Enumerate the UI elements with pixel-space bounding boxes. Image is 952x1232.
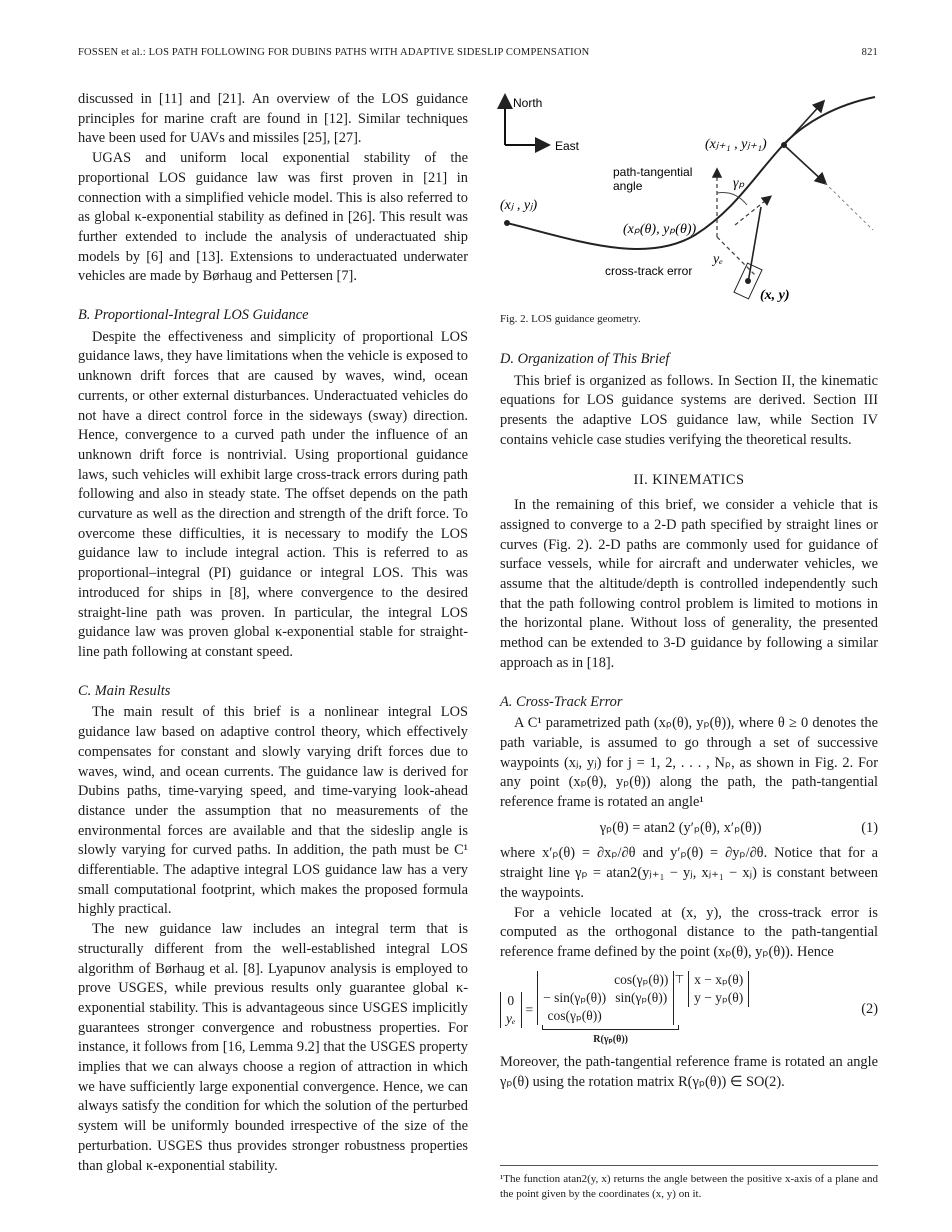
tangential-label: path-tangential: [613, 165, 693, 179]
east-label: East: [555, 139, 580, 153]
section-heading: B. Proportional-Integral LOS Guidance: [78, 307, 309, 324]
right-column: [500, 350, 878, 1093]
vehicle-position-label: (x, y): [760, 288, 790, 303]
angle-label: angle: [613, 179, 643, 193]
section-heading: C. Main Results: [78, 682, 171, 699]
running-header: [78, 47, 878, 58]
paragraph: discussed in [11] and [21]. An overview of the LOS guidance principles for marine craft are found in [12]. Similar techniques have been used for UAVs and missiles [25], [27].: [78, 91, 468, 147]
paragraph: UGAS and uniform local exponential stability of the proportional LOS guidance law was first proven in [21] in connection with a simplified vehicle model. This is also referred to as global κ-exponential stability as defined in [26]. This result was further extended to include the analysis of underactuated ship models by [6] and [13]. Extensions to underactuated underwater vehicles are made by Børhaug and Pettersen [7].: [78, 150, 468, 285]
paragraph: Moreover, the path-tangential reference frame is rotated an angle γₚ(θ) using the rotation matrix R(γₚ(θ)) ∈ SO(2).: [500, 1054, 878, 1091]
figure-los-geometry: [495, 85, 885, 310]
matrix-label: R(γₚ(θ)): [593, 1033, 629, 1045]
header-title: FOSSEN et al.: LOS PATH FOLLOWING FOR DUBINS PATHS WITH ADAPTIVE SIDESLIP COMPENSATION: [78, 47, 590, 58]
equation-number: (2): [861, 1001, 878, 1018]
rotation-matrix: cos(γₚ(θ)) − sin(γₚ(θ)) sin(γₚ(θ)) cos(γₚ(θ)): [537, 971, 674, 1025]
equation-2: 0 yₑ = cos(γₚ(θ)) − sin(γₚ(θ)) sin(γₚ(θ)) cos(γₚ(θ)) ⊤ R(γₚ(θ)) x − xₚ(θ) y − yₚ(θ) (2): [500, 971, 878, 1050]
equation-number: (1): [861, 819, 878, 836]
north-label: North: [513, 96, 543, 110]
paragraph: where x′ₚ(θ) = ∂xₚ/∂θ and y′ₚ(θ) = ∂yₚ/∂θ. Notice that for a straight line γₚ = atan2(yⱼ₊₁ − yⱼ, xⱼ₊₁ − xⱼ) is constant between the waypoints.: [500, 845, 878, 901]
paragraph: The new guidance law includes an integral term that is structurally different from the well-established integral LOS algorithm of Børhaug et al. [8]. Lyapunov analysis is employed to prove USGES, while previous results only guarantee global κ-exponential stability. This is advantageous since USGES implicitly guarantees stronger convergence and robustness properties. For instance, it follows from [16, Lemma 9.2] that the USGES property implies that we can always choose a region of attraction in which we have sufficiently large exponential convergence. Hence, we can always satisfy the condition for which the solution of the perturbed system will be uniformly bounded irrespective of the size of the perturbation. USGES thus provides stronger robustness properties than global κ-exponential stability.: [78, 921, 468, 1174]
footnote: ¹The function atan2(y, x) returns the angle between the positive x-axis of a plane and the point given by the coordinates (x, y) on it.: [500, 1165, 878, 1201]
paragraph: The main result of this brief is a nonlinear integral LOS guidance law based on adaptive control theory, which effectively compensates for constant and slowly varying drift forces due to waves, wind, and ocean currents. The guidance law is derived for Dubins paths, time-varying speed, and time-varying look-ahead distance under the assumption that no measurements of the environmental forces are available and that the sideslip angle is slowly varying for curved paths. In addition, the path must be C¹ differentiable. The adaptive integral LOS guidance law has a very small computational footprint, which makes the proposed formula highly practical.: [78, 704, 468, 918]
paragraph: For a vehicle located at (x, y), the cross-track error is computed as the orthogonal distance to the path-tangential reference frame defined by the point (xₚ(θ), yₚ(θ)). Hence: [500, 904, 878, 960]
section-heading: D. Organization of This Brief: [500, 351, 670, 367]
section-heading: II. KINEMATICS: [633, 471, 745, 488]
paragraph: This brief is organized as follows. In Section II, the kinematic equations for LOS guidance systems are derived. Section III presents the adaptive LOS guidance law, while Section IV contains vehicle case studies verifying the theoretical results.: [500, 372, 878, 448]
paragraph: In the remaining of this brief, we consider a vehicle that is assigned to converge to a 2-D path specified by straight lines or curves (Fig. 2). 2-D paths are commonly used for guidance of surface vessels, while for aircraft and underwater vehicles, we assume that the altitude/depth is controlled independently such that the path following control problem is limited to motions in the horizontal plane. Without loss of generality, the presented method can be extended to 3-D guidance by following a similar approach as in [18].: [500, 497, 878, 671]
path-point-label: (xₚ(θ), yₚ(θ)): [623, 222, 697, 237]
left-column: [78, 90, 468, 1176]
lhs-vector: 0 yₑ: [500, 992, 522, 1028]
gamma-label: γₚ: [733, 176, 745, 191]
paragraph: A C¹ parametrized path (xₚ(θ), yₚ(θ)), where θ ≥ 0 denotes the path variable, is assumed to go through a set of successive waypoints (xⱼ, yⱼ) for j = 1, 2, . . . , Nₚ, as shown in Fig. 2. For any point (xₚ(θ), yₚ(θ)) along the path, the path-tangential reference frame is rotated an angle¹: [500, 715, 878, 811]
equation-1: [500, 819, 878, 839]
page-number: 821: [861, 47, 878, 58]
equation-body: γₚ(θ) = atan2 (y′ₚ(θ), x′ₚ(θ)): [599, 819, 762, 836]
paragraph: Despite the effectiveness and simplicity of proportional LOS guidance laws, they have limitations when the vehicle is exposed to unknown drift forces that are caused by waves, wind, ocean currents, or other external disturbances. Underactuated vehicles do not have a direct control force in the sideways (sway) direction. Hence, convergence to a curved path under the influence of an unknown drift force is nontrivial. Using proportional guidance laws, such vehicles will exhibit large cross-track errors during path following and also in steady state. The offset depends on the path curvature as well as the direction and strength of the drift force. To overcome these difficulties, it is necessary to modify the LOS guidance law to include integral action. This is referred to as proportional–integral (PI) guidance or integral LOS. This was introduced for ships in [8], where convergence to the desired straight-line path was proven. In particular, the integral LOS guidance law was proven global κ-exponential stable for straight-line path following at constant speed.: [78, 328, 468, 660]
waypoint-j-label: (xⱼ , yⱼ): [500, 198, 538, 213]
section-heading: A. Cross-Track Error: [500, 693, 623, 710]
cross-track-label: cross-track error: [605, 264, 693, 278]
waypoint-j1-label: (xⱼ₊₁ , yⱼ₊₁): [705, 137, 767, 152]
rhs-vector: x − xₚ(θ) y − yₚ(θ): [688, 971, 749, 1007]
ye-label: yₑ: [713, 252, 723, 267]
figure-caption: Fig. 2. LOS guidance geometry.: [500, 313, 641, 325]
